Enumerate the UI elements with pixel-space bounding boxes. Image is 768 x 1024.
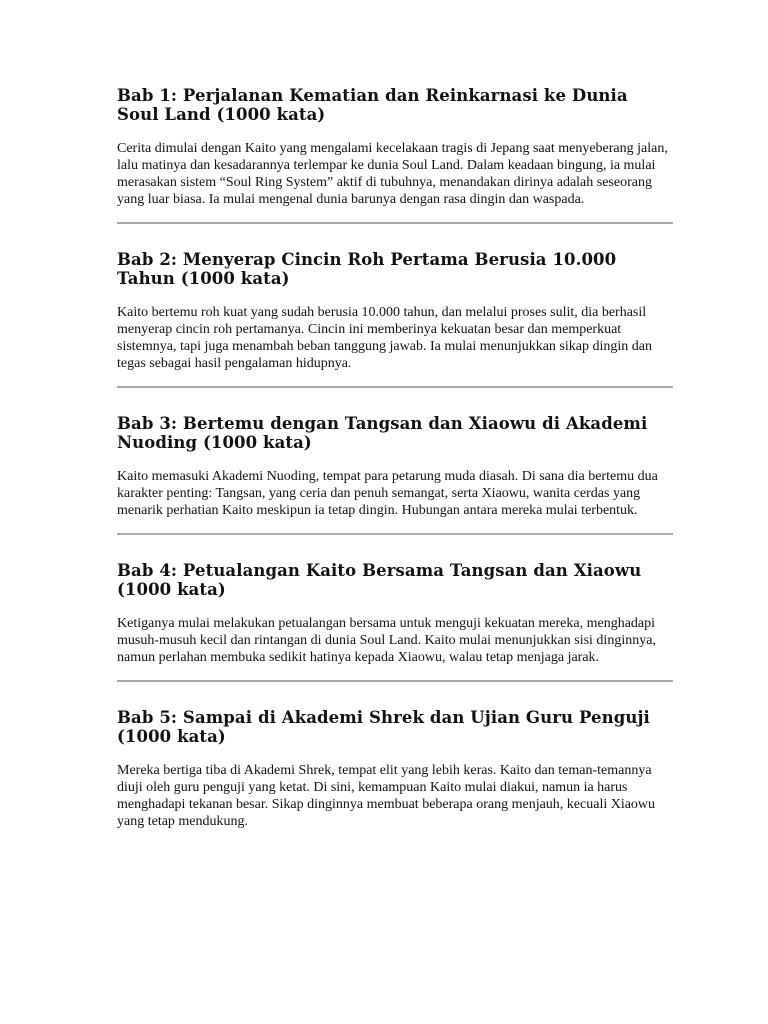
chapter-divider xyxy=(117,680,673,682)
chapter-body: Kaito memasuki Akademi Nuoding, tempat para petarung muda diasah. Di sana dia bertemu dua karakter penting: Tangsan, yang ceria dan penuh semangat, serta Xiaowu, wanita cerdas yang menarik perhatian Kaito meskipun ia tetap dingin. Hubungan antara mereka mulai terbentuk. xyxy=(117,469,658,518)
chapter-body: Ketiganya mulai melakukan petualangan bersama untuk menguji kekuatan mereka, menghadapi musuh-musuh kecil dan rintangan di dunia Soul Land. Kaito mulai menunjukkan sisi dinginnya, namun perlahan membuka sedikit hatinya kepada Xiaowu, walau tetap menjaga jarak. xyxy=(117,616,656,665)
chapter-5 xyxy=(117,708,673,830)
chapter-2 xyxy=(117,250,673,372)
chapter-1 xyxy=(117,86,673,208)
chapter-4 xyxy=(117,561,673,666)
chapter-divider xyxy=(117,386,673,388)
chapter-body: Cerita dimulai dengan Kaito yang mengalami kecelakaan tragis di Jepang saat menyeberang jalan, lalu matinya dan kesadarannya terlempar ke dunia Soul Land. Dalam keadaan bingung, ia mulai merasakan sistem “Soul Ring System” aktif di tubuhnya, menandakan dirinya adalah seseorang yang luar biasa. Ia mulai mengenal dunia barunya dengan rasa dingin dan waspada. xyxy=(117,141,668,207)
chapter-body: Mereka bertiga tiba di Akademi Shrek, tempat elit yang lebih keras. Kaito dan teman-temannya diuji oleh guru penguji yang ketat. Di sini, kemampuan Kaito mulai diakui, namun ia harus menghadapi tekanan besar. Sikap dinginnya membuat beberapa orang menjauh, kecuali Xiaowu yang tetap mendukung. xyxy=(117,763,656,829)
chapter-divider xyxy=(117,533,673,535)
chapter-title: Bab 2: Menyerap Cincin Roh Pertama Berusia 10.000 Tahun (1000 kata) xyxy=(117,250,617,288)
chapter-3 xyxy=(117,414,673,519)
chapter-divider xyxy=(117,222,673,224)
chapter-title: Bab 1: Perjalanan Kematian dan Reinkarnasi ke Dunia Soul Land (1000 kata) xyxy=(117,86,628,124)
chapter-body: Kaito bertemu roh kuat yang sudah berusia 10.000 tahun, dan melalui proses sulit, dia berhasil menyerap cincin roh pertamanya. Cincin ini memberinya kekuatan besar dan memperkuat sistemnya, tapi juga menambah beban tanggung jawab. Ia mulai menunjukkan sikap dingin dan tegas sebagai hasil pengalaman hidupnya. xyxy=(117,305,652,371)
chapter-title: Bab 5: Sampai di Akademi Shrek dan Ujian Guru Penguji (1000 kata) xyxy=(117,708,650,746)
chapter-title: Bab 4: Petualangan Kaito Bersama Tangsan dan Xiaowu (1000 kata) xyxy=(117,561,642,599)
document-page xyxy=(117,86,673,830)
chapter-title: Bab 3: Bertemu dengan Tangsan dan Xiaowu di Akademi Nuoding (1000 kata) xyxy=(117,414,648,452)
